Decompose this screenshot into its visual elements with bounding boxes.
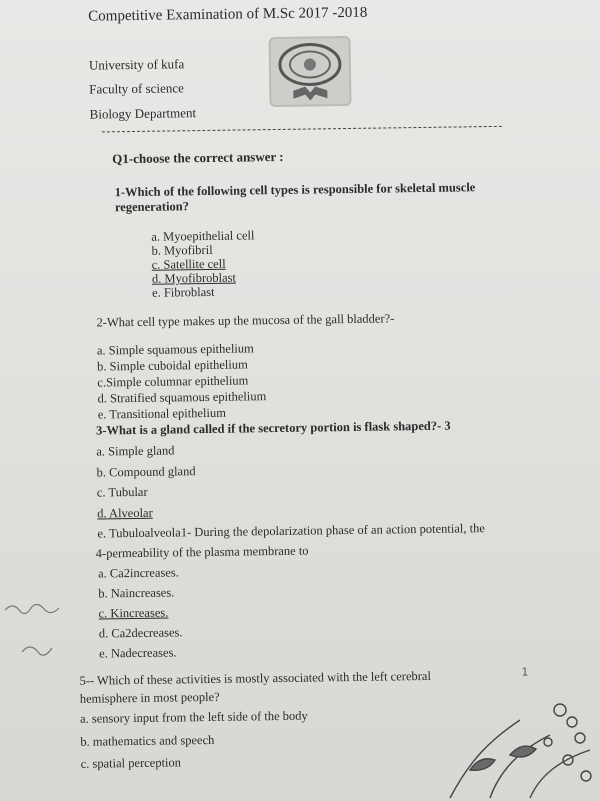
q1-option-a: a. Myoepithelial cell	[151, 228, 255, 244]
q1-option-c: c. Satellite cell	[151, 256, 226, 272]
q3-option-e: e. Tubuloalveola1- During the depolarization phase of an action potential, the	[97, 521, 485, 541]
q2-option-c: c.Simple columnar epithelium	[97, 373, 249, 390]
q1-stem-line2: regeneration?	[114, 199, 190, 215]
q3-option-b: b. Compound gland	[96, 464, 196, 480]
q2-option-b: b. Simple cuboidal epithelium	[97, 357, 248, 374]
q2-stem: 2-What cell type makes up the mucosa of the gall bladder?-	[96, 311, 395, 330]
q2-option-d: d. Stratified squamous epithelium	[97, 389, 267, 406]
header-separator	[102, 126, 502, 133]
q4-option-d: d. Ca2decreases.	[98, 625, 183, 641]
q4-option-a: a. Ca2increases.	[97, 565, 179, 581]
q2-option-a: a. Simple squamous epithelium	[96, 341, 254, 358]
q1-stem-line1: 1-Which of the following cell types is responsible for skeletal muscle	[114, 180, 476, 200]
section-heading: Q1-choose the correct answer :	[112, 148, 284, 167]
faculty-name: Faculty of science	[89, 80, 184, 97]
q5-option-a: a. sensory input from the left side of the body	[79, 708, 308, 726]
q3-option-c: c. Tubular	[96, 484, 148, 500]
university-name: University of kufa	[88, 56, 185, 73]
university-seal	[269, 36, 352, 107]
q1-option-e: e. Fibroblast	[151, 284, 215, 300]
q1-option-d: d. Myofibroblast	[151, 270, 237, 286]
q1-option-b: b. Myofibril	[151, 242, 213, 258]
department-name: Biology Department	[89, 105, 197, 122]
q5-stem-line2: hemisphere in most people?	[79, 689, 220, 706]
seal-emblem-icon	[269, 36, 352, 107]
corner-doodle-icon	[430, 650, 600, 800]
q5-option-b: b. mathematics and speech	[80, 732, 215, 749]
q3-option-a: a. Simple gland	[96, 443, 175, 459]
q4-option-e: e. Nadecreases.	[99, 645, 177, 661]
exam-title: Competitive Examination of M.Sc 2017 -2018	[88, 4, 368, 25]
margin-handwriting-icon	[0, 580, 90, 660]
q3-stem: 3-What is a gland called if the secretory portion is flask shaped?- 3	[95, 418, 451, 438]
q2-option-e: e. Transitional epithelium	[97, 405, 227, 422]
q4-option-b: b. Naincreases.	[98, 585, 175, 601]
q4-stem: 4-permeability of the plasma membrane to	[95, 543, 309, 561]
q5-option-c: c. spatial perception	[80, 755, 182, 771]
page-number: 1	[521, 665, 529, 679]
q4-option-c: c. Kincreases.	[98, 605, 169, 621]
q3-option-d: d. Alveolar	[97, 505, 153, 521]
q5-stem-line1: 5-- Which of these activities is mostly associated with the left cerebral	[79, 668, 431, 688]
